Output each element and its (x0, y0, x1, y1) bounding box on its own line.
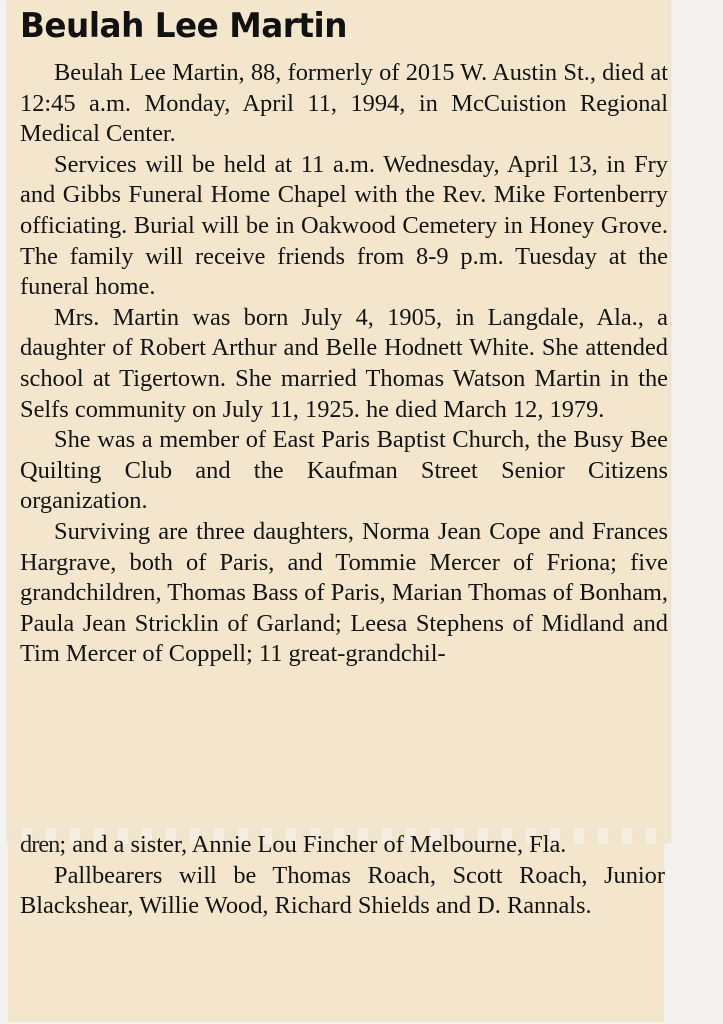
obituary-headline: Beulah Lee Martin (20, 6, 347, 46)
paragraph-services: Services will be held at 11 a.m. Wednesday, April 13, in Fry and Gibbs Funeral Home Chapel with the Rev. Mike Fortenberry officiating. Burial will be in Oakwood Cemetery in Honey Grove. The family will receive friends from 8-9 p.m. Tuesday at the funeral home. (20, 150, 668, 301)
paragraph-survivors: Surviving are three daughters, Norma Jean Cope and Frances Hargrave, both of Paris, and Tommie Mercer of Friona; five grandchildren, Thomas Bass of Paris, Marian Thomas of Bonham, Paula Jean Stricklin of Garland; Leesa Stephens of Midland and Tim Mercer of Coppell; 11 great-grandchil- (20, 517, 668, 668)
paragraph-pallbearers: Pallbearers will be Thomas Roach, Scott Roach, Junior Blackshear, Willie Wood, Richard Shields and D. Rannals. (20, 861, 665, 920)
obituary-body-bottom (20, 830, 665, 922)
paragraph-biography: Mrs. Martin was born July 4, 1905, in Langdale, Ala., a daughter of Robert Arthur and Belle Hodnett White. She attended school at Tigertown. She married Thomas Watson Martin in the Selfs community on July 11, 1925. he died March 12, 1979. (20, 303, 668, 423)
survivors-continuation: ; and a sister, Annie Lou Fincher of Melbourne, Fla. (59, 831, 567, 858)
paragraph-death: Beulah Lee Martin, 88, formerly of 2015 W. Austin St., died at 12:45 a.m. Monday, April 11, 1994, in McCuistion Regional Medical Center. (20, 59, 668, 148)
obituary-body-top (20, 58, 668, 670)
torn-text-fragment: dren (20, 831, 60, 858)
paragraph-memberships: She was a member of East Paris Baptist Church, the Busy Bee Quilting Club and the Kaufman Street Senior Citizens organization. (20, 426, 668, 515)
paragraph-survivors-continued (20, 830, 665, 861)
